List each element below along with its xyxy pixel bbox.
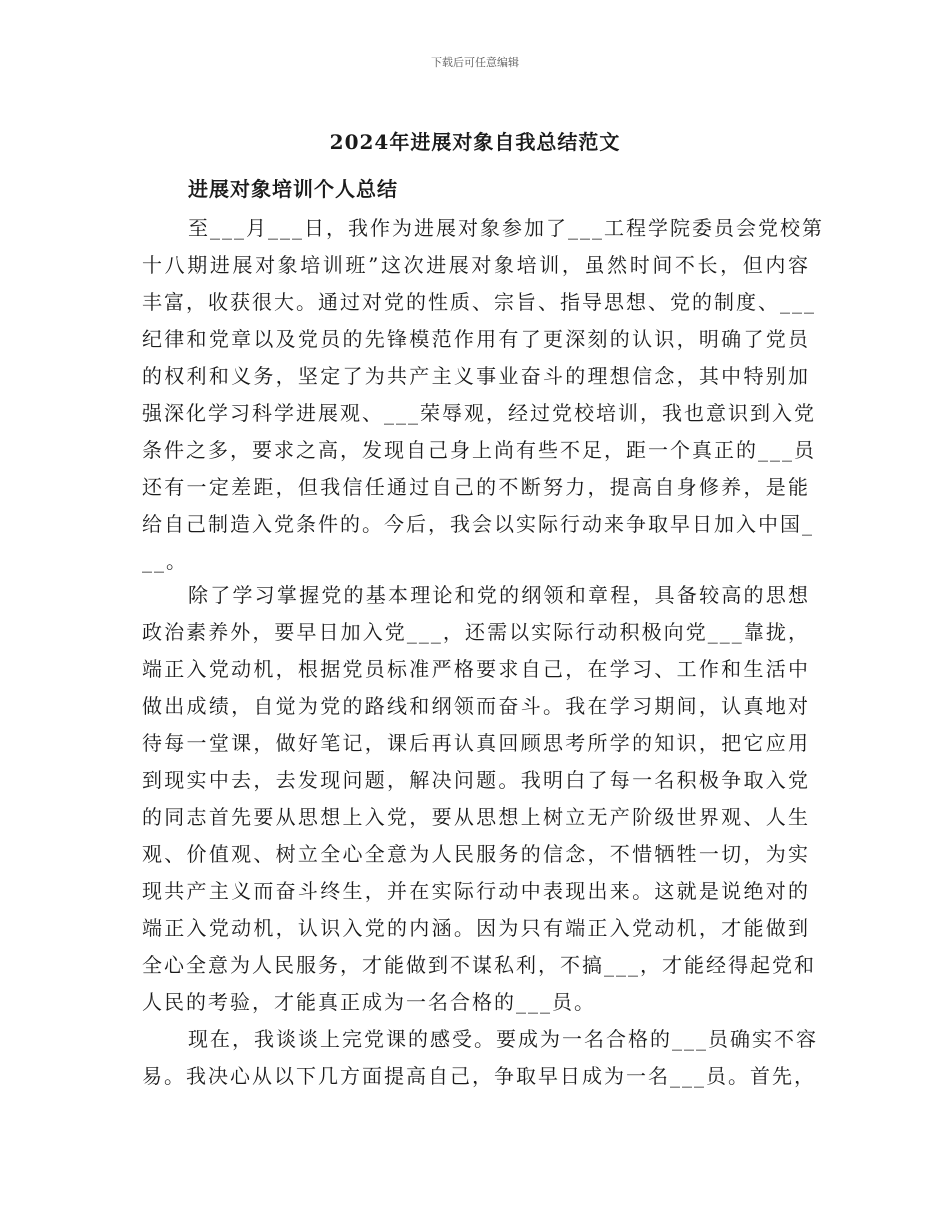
paragraph-line: 待每一堂课，做好笔记，课后再认真回顾思考所学的知识，把它应用 <box>142 731 810 755</box>
paragraph-line: 除了学习掌握党的基本理论和党的纲领和章程，具备较高的思想 <box>188 583 810 607</box>
paragraph-1 <box>142 210 824 580</box>
paragraph-line: __。 <box>142 549 188 573</box>
paragraph-line: 纪律和党章以及党员的先锋模范作用有了更深刻的认识，明确了党员 <box>142 327 810 351</box>
paragraph-line: 政治素养外，要早日加入党___，还需以实际行动积极向党___靠拢， <box>142 620 810 644</box>
paragraph-line: 的权利和义务，坚定了为共产主义事业奋斗的理想信念，其中特别加 <box>142 364 810 388</box>
paragraph-line: 给自己制造入党条件的。今后，我会以实际行动来争取早日加入中国_ <box>142 512 814 536</box>
paragraph-line: 全心全意为人民服务，才能做到不谋私利，不搞___，才能经得起党和 <box>142 953 816 977</box>
paragraph-3 <box>142 1021 818 1095</box>
paragraph-line: 做出成绩，自觉为党的路线和纲领而奋斗。我在学习期间，认真地对 <box>142 694 810 718</box>
paragraph-line: 条件之多，要求之高，发现自己身上尚有些不足，距一个真正的___员 <box>142 438 816 462</box>
document-title: 2024年进展对象自我总结范文 <box>329 130 621 154</box>
paragraph-line: 十八期进展对象培训班”这次进展对象培训，虽然时间不长，但内容 <box>142 253 810 277</box>
paragraph-line: 还有一定差距，但我信任通过自己的不断努力，提高自身修养，是能 <box>142 475 810 499</box>
paragraph-line: 人民的考验，才能真正成为一名合格的___员。 <box>142 990 596 1014</box>
paragraph-line: 端正入党动机，根据党员标准严格要求自己，在学习、工作和生活中 <box>142 657 810 681</box>
paragraph-line: 端正入党动机，认识入党的内涵。因为只有端正入党动机，才能做到 <box>142 916 810 940</box>
header-note: 下载后可任意编辑 <box>431 56 519 69</box>
paragraph-line: 至___月___日，我作为进展对象参加了___工程学院委员会党校第 <box>188 216 824 240</box>
paragraph-line: 丰富，收获很大。通过对党的性质、宗旨、指导思想、党的制度、___ <box>142 290 816 314</box>
paragraph-2 <box>142 577 816 1021</box>
paragraph-line: 现共产主义而奋斗终生，并在实际行动中表现出来。这就是说绝对的 <box>142 879 810 903</box>
paragraph-line: 观、价值观、树立全心全意为人民服务的信念，不惜牺牲一切，为实 <box>142 842 810 866</box>
paragraph-line: 现在，我谈谈上完党课的感受。要成为一名合格的___员确实不容 <box>188 1027 818 1051</box>
paragraph-line: 到现实中去，去发现问题，解决问题。我明白了每一名积极争取入党 <box>142 768 810 792</box>
paragraph-line: 强深化学习科学进展观、___荣辱观，经过党校培训，我也意识到入党 <box>142 401 816 425</box>
paragraph-line: 的同志首先要从思想上入党，要从思想上树立无产阶级世界观、人生 <box>142 805 810 829</box>
section-heading: 进展对象培训个人总结 <box>188 177 398 201</box>
paragraph-line: 易。我决心从以下几方面提高自己，争取早日成为一名___员。首先， <box>142 1064 816 1088</box>
